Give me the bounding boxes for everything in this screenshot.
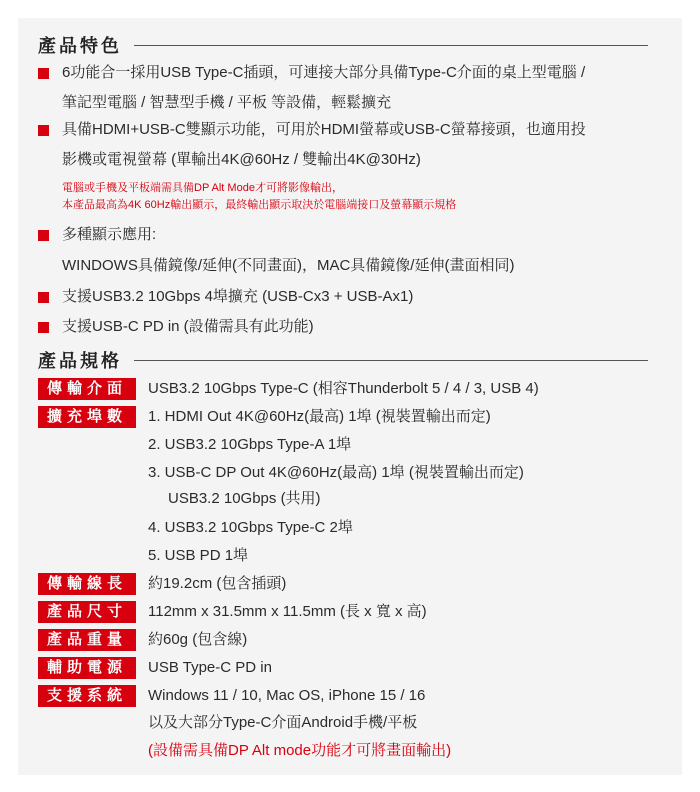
spec-value-supported-os-note: (設備需具備DP Alt mode功能才可將畫面輸出) (148, 742, 452, 759)
spec-value-dimensions: 112mm x 31.5mm x 11.5mm (長 x 寬 x 高) (148, 603, 427, 620)
feature-2-line-2: 影機或電視螢幕 (單輸出4K@60Hz / 雙輸出4K@30Hz) (62, 151, 421, 168)
spec-value-aux-power: USB Type-C PD in (148, 659, 272, 676)
feature-3-line-2: WINDOWS具備鏡像/延伸(不同畫面)，MAC具備鏡像/延伸(畫面相同) (62, 257, 515, 274)
spec-value-supported-os-1: Windows 11 / 10, Mac OS, iPhone 15 / 16 (148, 687, 426, 704)
spec-value-weight: 約60g (包含線) (148, 631, 248, 648)
features-title: 產品特色 (38, 36, 122, 56)
spec-value-ports-4: 4. USB3.2 10Gbps Type-C 2埠 (148, 519, 353, 536)
feature-3-line-1: 多種顯示應用: (62, 226, 157, 243)
bullet-square (38, 322, 49, 333)
spec-label-supported-os: 支援系統 (38, 685, 136, 707)
bullet-square (38, 230, 49, 241)
bullet-square (38, 125, 49, 136)
spec-value-ports-3-shared: USB3.2 10Gbps (共用) (168, 490, 321, 507)
spec-value-interface: USB3.2 10Gbps Type-C (相容Thunderbolt 5 / 4 / 3, USB 4) (148, 380, 539, 397)
features-divider (134, 45, 648, 46)
specs-title: 產品規格 (38, 351, 122, 371)
spec-label-dimensions: 產品尺寸 (38, 601, 136, 623)
spec-value-ports-1: 1. HDMI Out 4K@60Hz(最高) 1埠 (視裝置輸出而定) (148, 408, 491, 425)
spec-label-ports: 擴充埠數 (38, 406, 136, 428)
bullet-square (38, 68, 49, 79)
spec-value-ports-2: 2. USB3.2 10Gbps Type-A 1埠 (148, 436, 352, 453)
feature-1-line-1: 6功能合一採用USB Type-C插頭，可連接大部分具備Type-C介面的桌上型電腦 / (62, 64, 586, 81)
specs-heading (38, 347, 648, 373)
spec-label-cable-length: 傳輸線長 (38, 573, 136, 595)
spec-value-supported-os-2: 以及大部分Type-C介面Android手機/平板 (148, 714, 418, 731)
feature-2-line-1: 具備HDMI+USB-C雙顯示功能，可用於HDMI螢幕或USB-C螢幕接頭，也適用投 (62, 121, 586, 138)
display-note-line-1: 電腦或手機及平板端需具備DP Alt Mode才可將影像輸出， (62, 182, 343, 194)
feature-5-line-1: 支援USB-C PD in (設備需具有此功能) (62, 318, 314, 335)
bullet-square (38, 292, 49, 303)
spec-label-aux-power: 輔助電源 (38, 657, 136, 679)
feature-4-line-1: 支援USB3.2 10Gbps 4埠擴充 (USB-Cx3 + USB-Ax1) (62, 288, 414, 305)
spec-value-ports-3: 3. USB-C DP Out 4K@60Hz(最高) 1埠 (視裝置輸出而定) (148, 464, 524, 481)
display-note-line-2: 本產品最高為4K 60Hz輸出顯示，最終輸出顯示取決於電腦端接口及螢幕顯示規格 (62, 199, 457, 211)
spec-label-interface: 傳輸介面 (38, 378, 136, 400)
features-heading (38, 32, 648, 58)
spec-label-weight: 產品重量 (38, 629, 136, 651)
specs-divider (134, 360, 648, 361)
spec-value-ports-5: 5. USB PD 1埠 (148, 547, 249, 564)
spec-value-cable-length: 約19.2cm (包含插頭) (148, 575, 287, 592)
feature-1-line-2: 筆記型電腦 / 智慧型手機 / 平板 等設備，輕鬆擴充 (62, 94, 392, 111)
